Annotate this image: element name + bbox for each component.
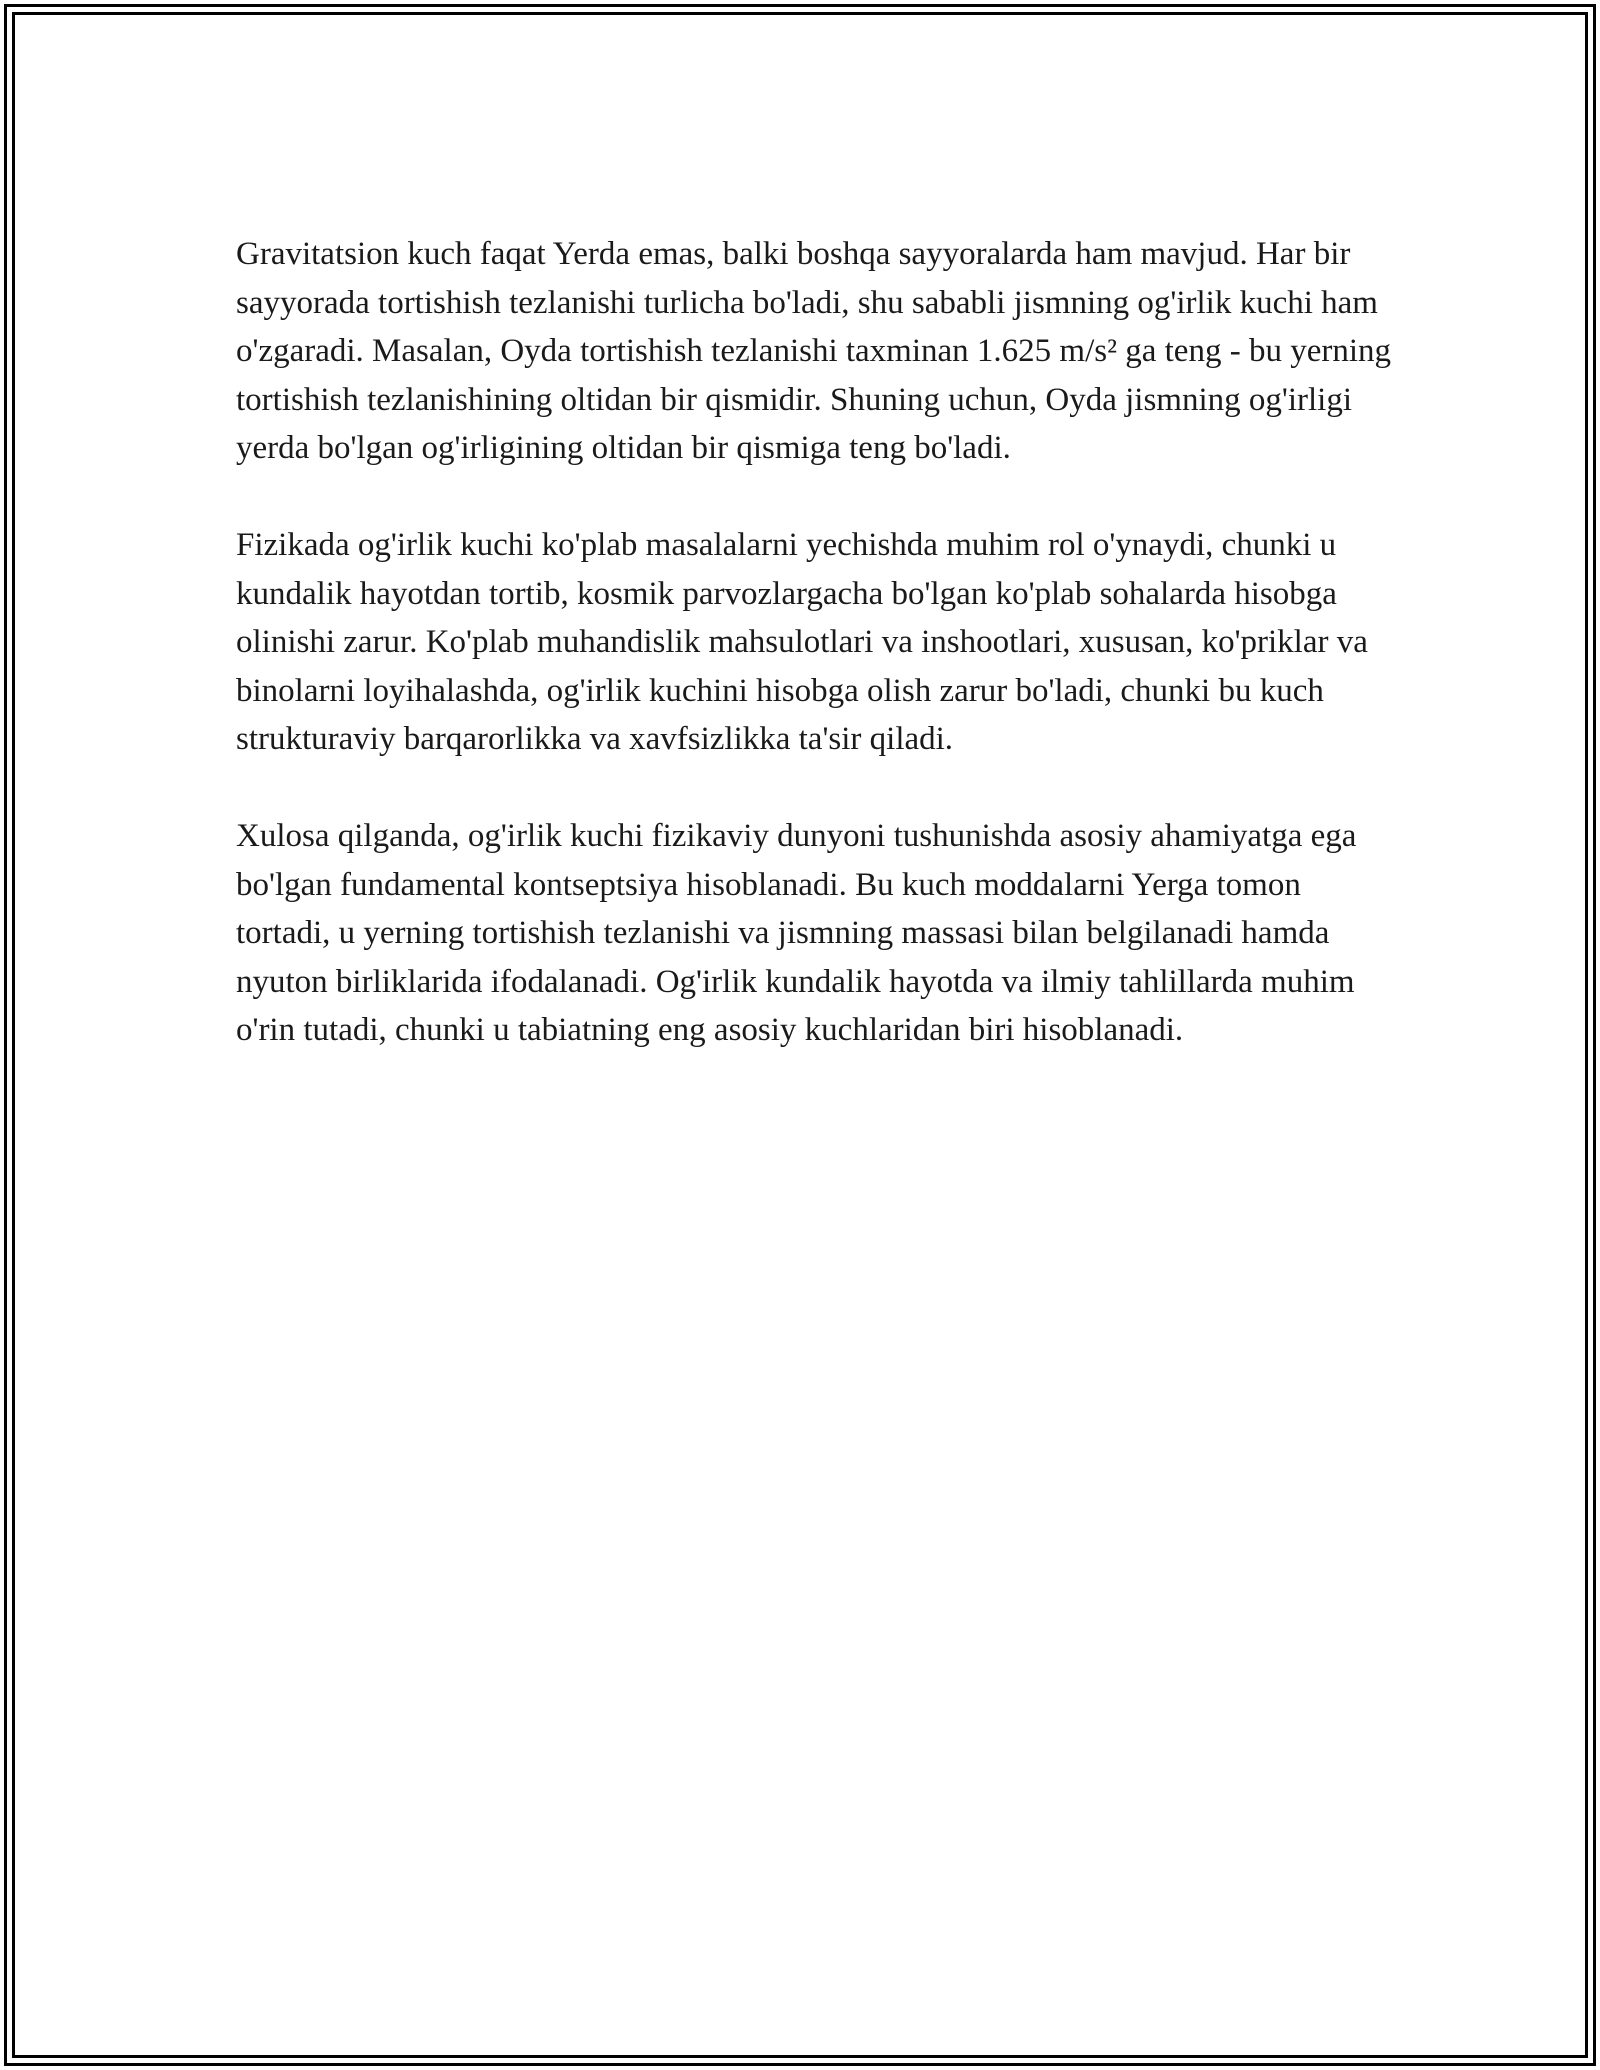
paragraph-planetary-gravity: Gravitatsion kuch faqat Yerda emas, balki boshqa sayyoralarda ham mavjud. Har bir sayyorada tortishish tezlanishi turlicha bo'ladi, shu sababli jismning og'irlik kuchi ham o'zgaradi. Masalan, Oyda tortishish tezlanishi taxminan 1.625 m/s² ga teng - bu yerning tortishish tezlanishining oltidan bir qismidir. Shuning uchun, Oyda jismning og'irligi yerda bo'lgan og'irligining oltidan bir qismiga teng bo'ladi. — [236, 236, 1391, 466]
paragraph-physics-applications: Fizikada og'irlik kuchi ko'plab masalalarni yechishda muhim rol o'ynaydi, chunki u kundalik hayotdan tortib, kosmik parvozlargacha bo'lgan ko'plab sohalarda hisobga olinishi zarur. Ko'plab muhandislik mahsulotlari va inshootlari, xususan, ko'priklar va binolarni loyihalashda, og'irlik kuchini hisobga olish zarur bo'ladi, chunki bu kuch strukturaviy barqarorlikka va xavfsizlikka ta'sir qiladi. — [236, 527, 1368, 757]
document-body — [236, 230, 1396, 1103]
paragraph-conclusion: Xulosa qilganda, og'irlik kuchi fizikaviy dunyoni tushunishda asosiy ahamiyatga ega bo'lgan fundamental kontseptsiya hisoblanadi. Bu kuch moddalarni Yerga tomon tortadi, u yerning tortishish tezlanishi va jismning massasi bilan belgilanadi hamda nyuton birliklarida ifodalanadi. Og'irlik kundalik hayotda va ilmiy tahlillarda muhim o'rin tutadi, chunki u tabiatning eng asosiy kuchlaridan biri hisoblanadi. — [236, 818, 1357, 1048]
